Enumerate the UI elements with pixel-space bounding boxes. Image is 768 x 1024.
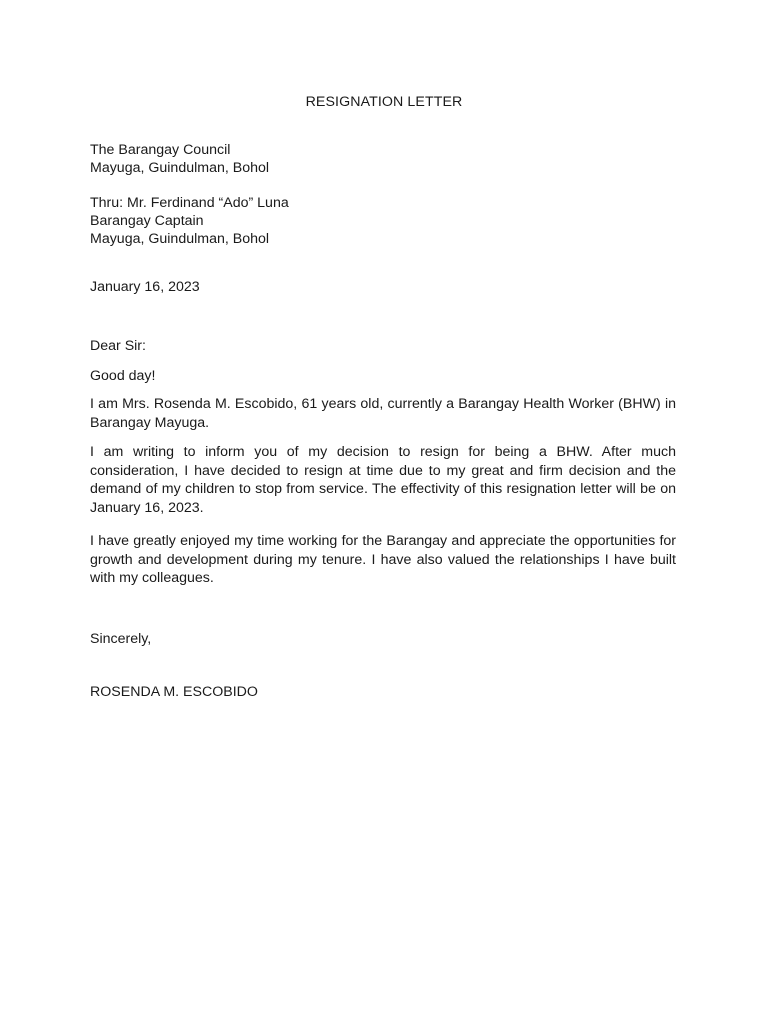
recipient-block bbox=[90, 141, 677, 177]
thru-name: Thru: Mr. Ferdinand “Ado” Luna bbox=[90, 195, 289, 211]
thru-position: Barangay Captain bbox=[90, 213, 204, 229]
body-paragraph: I am writing to inform you of my decision to resign for being a BHW. After much consideration, I have decided to resign at time due to my great and firm decision and the demand of my children to stop from service. The effectivity of this resignation letter will be on January 16, 2023. bbox=[90, 444, 676, 516]
thru-address: Mayuga, Guindulman, Bohol bbox=[90, 231, 270, 247]
thru-block bbox=[90, 194, 677, 248]
greeting: Good day! bbox=[90, 368, 156, 384]
recipient-address: Mayuga, Guindulman, Bohol bbox=[90, 160, 270, 176]
signatory-name: ROSENDA M. ESCOBIDO bbox=[90, 684, 258, 700]
closing: Sincerely, bbox=[90, 631, 152, 647]
recipient-name: The Barangay Council bbox=[90, 142, 231, 158]
letter-date: January 16, 2023 bbox=[90, 279, 200, 295]
body-paragraph: I am Mrs. Rosenda M. Escobido, 61 years old, currently a Barangay Health Worker (BHW) in Barangay Mayuga. bbox=[90, 396, 676, 431]
body-paragraph: I have greatly enjoyed my time working for the Barangay and appreciate the opportunities for growth and development during my tenure. I have also valued the relationships I have built with my colleagues. bbox=[90, 533, 676, 586]
letter-title: RESIGNATION LETTER bbox=[305, 94, 463, 110]
salutation: Dear Sir: bbox=[90, 338, 146, 354]
